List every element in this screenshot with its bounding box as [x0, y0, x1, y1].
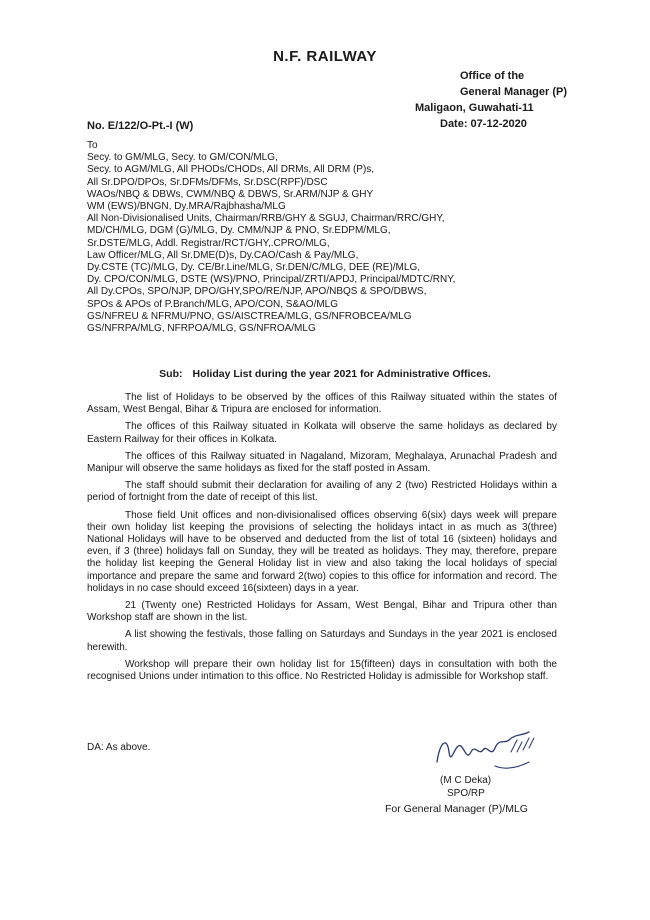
paragraph: The offices of this Railway situated in Kolkata will observe the same holidays as declared by Eastern Railway for their offices in Kolkata. [87, 421, 557, 445]
paragraph: Those field Unit offices and non-divisionalised offices observing 6(six) days week will prepare their own holiday list keeping the provisions of selecting the holidays intact in as much as 3(three) National Holidays will have to be observed and deducted from the list of total 16 (sixteen) holidays and even, if 3 (three) holidays fall on Sunday, they will be treated as holidays. They may, therefore, prepare the holiday list keeping the General Holiday list in view and also taking the local holidays of special importance and prepare the same and forward 2(two) copies to this office for information and record. The holidays in no case should exceed 16(sixteen) days in a year. [87, 509, 557, 594]
addressee-line: Law Officer/MLG, All Sr.DME(D)s, Dy.CAO/Cash & Pay/MLG, [87, 249, 359, 261]
letter-body [87, 392, 557, 688]
signatory-designation: SPO/RP [447, 788, 485, 799]
addressee-line: Secy. to GM/MLG, Secy. to GM/CON/MLG, [87, 152, 278, 164]
office-line: Maligaon, Guwahati-11 [415, 102, 534, 114]
office-line: Office of the [460, 70, 525, 82]
subject-text: Holiday List during the year 2021 for Administrative Offices. [192, 368, 491, 380]
addressee-line: MD/CH/MLG, DGM (G)/MLG, Dy. CMM/NJP & PNO, Sr.EDPM/MLG, [87, 225, 391, 237]
paragraph: A list showing the festivals, those falling on Saturdays and Sundays in the year 2021 is enclosed herewith. [87, 629, 557, 653]
paragraph: Workshop will prepare their own holiday list for 15(fifteen) days in consultation with both the recognised Unions under intimation to this office. No Restricted Holiday is admissible for Workshop staff. [87, 658, 557, 683]
subject-line [0, 368, 650, 380]
paragraph: The offices of this Railway situated in Nagaland, Mizoram, Meghalaya, Arunachal Pradesh and Manipur will observe the same holidays as fixed for the staff posted in Assam. [87, 450, 557, 475]
letter-date: Date: 07-12-2020 [440, 118, 527, 130]
addressee-line: To [87, 140, 98, 151]
office-address-block [415, 68, 635, 132]
addressee-line: All Dy.CPOs, SPO/NJP, DPO/GHY,SPO/RE/NJP, APO/NBQS & SPO/DBWS, [87, 286, 427, 298]
office-line: General Manager (P) [460, 86, 567, 98]
addressee-line: WM (EWS)/BNGN, Dy.MRA/Rajbhasha/MLG [87, 201, 286, 213]
paragraph: 21 (Twenty one) Restricted Holidays for Assam, West Bengal, Bihar and Tripura other than Workshop staff are shown in the list. [87, 600, 557, 624]
page-title: N.F. RAILWAY [273, 48, 377, 65]
addressee-list [87, 140, 557, 335]
addressee-line: All Non-Divisionalised Units, Chairman/RRB/GHY & SGUJ, Chairman/RRC/GHY, [87, 213, 445, 225]
addressee-line: GS/NFRPA/MLG, NFRPOA/MLG, GS/NFROA/MLG [87, 323, 316, 335]
signatory-for-line: For General Manager (P)/MLG [385, 803, 528, 815]
addressee-line: WAOs/NBQ & DBWs, CWM/NBQ & DBWS, Sr.ARM/NJP & GHY [87, 188, 374, 200]
reference-number: No. E/122/O-Pt.-I (W) [87, 120, 194, 132]
addressee-line: Secy. to AGM/MLG, All PHODs/CHODs, All DRMs, All DRM (P)s, [87, 164, 375, 176]
paragraph: The staff should submit their declaration for availing of any 2 (two) Restricted Holidays within a period of fortnight from the date of receipt of this list. [87, 480, 557, 504]
addressee-line: Dy. CPO/CON/MLG, DSTE (WS)/PNO, Principal/ZRTI/APDJ, Principal/MDTC/RNY, [87, 274, 456, 286]
handwritten-signature [425, 722, 545, 782]
enclosure-note: DA: As above. [87, 742, 151, 753]
addressee-line: Sr.DSTE/MLG, Addl. Registrar/RCT/GHY,.CPRO/MLG, [87, 237, 330, 249]
signatory-name: (M C Deka) [440, 775, 492, 786]
paragraph: The list of Holidays to be observed by the offices of this Railway situated within the states of Assam, West Bengal, Bihar & Tripura are enclosed for information. [87, 392, 557, 416]
addressee-line: SPOs & APOs of P.Branch/MLG, APO/CON, S&AO/MLG [87, 298, 339, 310]
addressee-line: Dy.CSTE (TC)/MLG, Dy. CE/Br.Line/MLG, Sr.DEN/C/MLG, DEE (RE)/MLG, [87, 262, 421, 274]
addressee-line: All Sr.DPO/DPOs, Sr.DFMs/DFMs, Sr.DSC(RPF)/DSC [87, 176, 328, 188]
subject-label: Sub: [159, 368, 183, 380]
addressee-line: GS/NFREU & NFRMU/PNO, GS/AISCTREA/MLG, GS/NFROBCEA/MLG [87, 310, 412, 322]
